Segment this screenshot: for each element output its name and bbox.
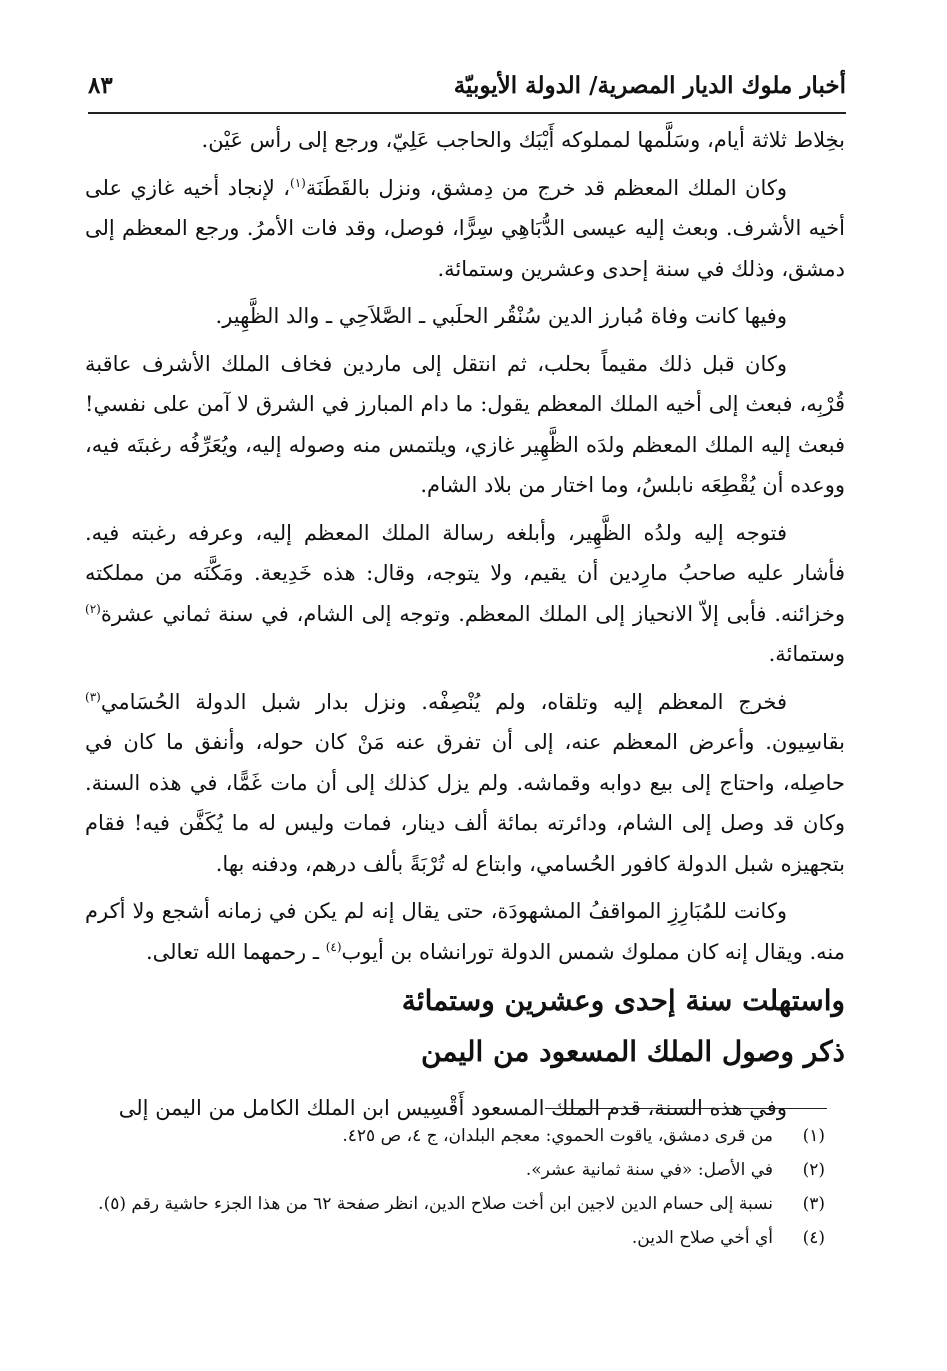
footnote-text: في الأصل: «في سنة ثمانية عشر». <box>525 1160 773 1180</box>
footnote-text: نسبة إلى حسام الدين لاجين ابن أخت صلاح الدين، انظر صفحة ٦٢ من هذا الجزء حاشية رقم (٥). <box>98 1194 773 1214</box>
footnote-rule <box>545 1108 827 1109</box>
main-text <box>85 120 845 1136</box>
footnote-ref-4[interactable]: (٤) <box>325 939 342 954</box>
running-header <box>88 68 846 108</box>
footnote-number: (٢) <box>802 1160 825 1180</box>
footnote-4 <box>85 1222 825 1254</box>
footnote-text: من قرى دمشق، ياقوت الحموي: معجم البلدان، ج ٤، ص ٤٢٥. <box>342 1126 773 1146</box>
footnote-ref-1[interactable]: (١) <box>290 175 306 190</box>
footnote-1 <box>85 1120 825 1152</box>
paragraph-3: وفيها كانت وفاة مُبارز الدين سُنْقُر الحلَبي ـ الصَّلاَحِي ـ والد الظَّهِير. <box>215 304 787 328</box>
footnote-ref-3[interactable]: (٣) <box>85 689 101 704</box>
footnote-2 <box>85 1154 825 1186</box>
paragraph-4: وكان قبل ذلك مقيماً بحلب، ثم انتقل إلى ماردين فخاف الملك الأشرف عاقبة قُرْبِه، فبعث إلى أخيه الملك المعظم يقول: ما دام المبارز في الشرق لا آمن على نفسي! فبعث إليه الملك المعظم ولدَه الظَّهِير غازي، ويلتمس منه وصوله إليه، ويُعَرِّفُه رغبتَه فيه، ووعده أن يُقْطِعَه نابلسُ، وما اختار من بلاد الشام. <box>85 351 845 497</box>
section-heading-subject: ذكر وصول الملك المسعود من اليمن <box>421 1035 845 1068</box>
footnote-3 <box>85 1188 825 1220</box>
paragraph-7: وكانت للمُبَارِزِ المواقفُ المشهودَة، حتى يقال إنه لم يكن في زمانه أشجع ولا أكرم منه. ويقال إنه كان مملوك شمس الدولة تورانشاه بن أيوب$^{(٤)}$ ـ رحمهما الله تعالى. <box>85 899 845 964</box>
footnote-text: أي أخي صلاح الدين. <box>631 1228 773 1248</box>
footnote-ref-2[interactable]: (٢) <box>85 601 101 616</box>
footnote-number: (١) <box>802 1126 825 1146</box>
footnote-number: (٤) <box>802 1228 825 1248</box>
paragraph-2: وكان الملك المعظم قد خرج من دِمشق، ونزل بالقَطَنَة$^{(١)}$، لإنجاد أخيه غازي على أخيه الأشرف. وبعث إليه عيسى الدُّبَاهِي سِرًّا، فوصل، وقد فات الأمرُ. ورجع المعظم إلى دمشق، وذلك في سنة إحدى وعشرين وستمائة. <box>85 175 845 281</box>
paragraph-1: بخِلاط ثلاثة أيام، وسَلَّمها لمملوكه أَيْبَك والحاجب عَلِيّ، ورجع إلى رأس عَيْن. <box>201 128 845 152</box>
footnotes <box>85 1120 825 1256</box>
running-title: أخبار ملوك الديار المصرية/ الدولة الأيوبيّة <box>453 72 846 99</box>
paragraph-8: وفي هذه السنة، قدم الملك المسعود أَقْسِيس ابن الملك الكامل من اليمن إلى <box>118 1096 787 1120</box>
paragraph-5: فتوجه إليه ولدُه الظَّهِير، وأبلغه رسالة الملك المعظم إليه، وعرفه رغبته فيه. فأشار عليه صاحبُ مارِدين أن يقيم، ولا يتوجه، وقال: هذه خَدِيعة. ومَكَّنَه من مملكته وخزائنه. فأبى إلاّ الانحياز إلى الملك المعظم. وتوجه إلى الشام، في سنة ثماني عشرة$^{(٢)}$ وستمائة. <box>85 520 845 666</box>
header-rule <box>88 112 846 114</box>
paragraph-6: فخرج المعظم إليه وتلقاه، ولم يُنْصِفْه. ونزل بدار شبل الدولة الحُسَامي$^{(٣)}$ بقاسِيون. وأعرض المعظم عنه، إلى أن تفرق عنه مَنْ كان حوله، وأنفق ما كان في حاصِله، واحتاج إلى بيع دوابه وقماشه. ولم يزل كذلك إلى أن مات غَمًّا، في هذه السنة. وكان قد وصل إلى الشام، ودائرته بمائة ألف دينار، فمات وليس له ما يُكَفَّن فيه! فقام بتجهيزه شبل الدولة كافور الحُسامي، وابتاع له تُرْبَةً بألف درهم، ودفنه بها. <box>85 689 845 876</box>
page-number: ٨٣ <box>88 72 113 99</box>
section-heading-year: واستهلت سنة إحدى وعشرين وستمائة <box>401 984 845 1017</box>
footnote-number: (٣) <box>802 1194 825 1214</box>
